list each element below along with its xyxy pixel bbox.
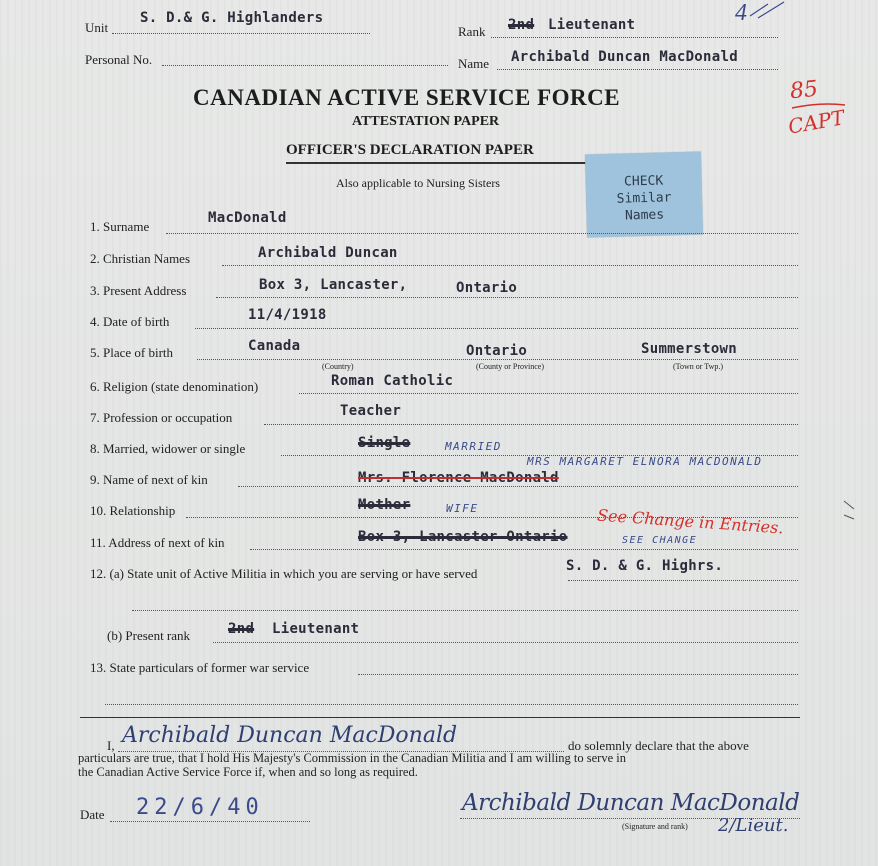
address-label: 3. Present Address (90, 283, 187, 298)
declaration-title: OFFICER'S DECLARATION PAPER (286, 142, 534, 158)
corner-mark: 4 (735, 0, 747, 26)
pob-country-caption: (Country) (322, 362, 354, 371)
sticker-line-1: CHECK (623, 173, 664, 190)
religion-label: 6. Religion (state denomination) (90, 379, 259, 394)
kin-handwritten: MRS MARGARET ELNORA MACDONALD (527, 455, 763, 468)
dob-value: 11/4/1918 (248, 307, 327, 323)
sticker-line-2: Similar (616, 190, 672, 207)
relationship-label: 10. Relationship (90, 503, 176, 518)
pob-label: 5. Place of birth (90, 345, 174, 360)
address-value-1: Box 3, Lancaster, (259, 277, 408, 293)
rank-label: Rank (458, 24, 486, 39)
declaration-text-2: particulars are true, that I hold His Majesty's Commission in the Canadian Militia and I am willing to serve in (78, 751, 626, 765)
declaration-text-1: do solemnly declare that the above (568, 738, 749, 753)
pob-province: Ontario (466, 343, 528, 359)
religion-value: Roman Catholic (331, 373, 454, 389)
present-rank-label: (b) Present rank (107, 628, 191, 643)
main-title: CANADIAN ACTIVE SERVICE FORCE (193, 85, 621, 110)
margin-tick-marks (840, 495, 876, 525)
rank-struck: 2nd (508, 17, 535, 33)
surname-label: 1. Surname (90, 219, 150, 234)
militia-unit-label: 12. (a) State unit of Active Militia in which you are serving or have served (90, 566, 478, 581)
relationship-handwritten: WIFE (446, 502, 479, 515)
kin-label: 9. Name of next of kin (90, 472, 208, 487)
pob-town-caption: (Town or Twp.) (673, 362, 724, 371)
married-struck: Single (358, 435, 411, 451)
name-label: Name (458, 56, 490, 71)
christian-names-label: 2. Christian Names (90, 251, 191, 266)
rank-value: Lieutenant (548, 17, 636, 33)
kin-struck: Mrs. Florence MacDonald (358, 470, 559, 486)
war-service-label: 13. State particulars of former war service (90, 660, 310, 675)
corner-scribble (748, 0, 788, 20)
check-similar-names-sticker (585, 151, 703, 237)
kin-address-red-note: See Change in Entries. (596, 505, 785, 538)
surname-value: MacDonald (208, 210, 287, 226)
signature-caption: (Signature and rank) (622, 822, 688, 831)
signature: Archibald Duncan MacDonald (462, 790, 800, 816)
declaration-underline (286, 162, 592, 164)
kin-address-label: 11. Address of next of kin (90, 535, 225, 550)
name-value: Archibald Duncan MacDonald (511, 49, 738, 65)
section-divider (80, 717, 800, 718)
unit-value: S. D.& G. Highlanders (140, 10, 324, 26)
unit-label: Unit (85, 20, 109, 35)
pob-country: Canada (248, 338, 301, 354)
sub-title: ATTESTATION PAPER (352, 114, 500, 129)
date-value: 22/6/40 (136, 795, 264, 820)
profession-value: Teacher (340, 403, 402, 419)
declaration-prefix: I, (107, 738, 115, 753)
militia-unit-value: S. D. & G. Highrs. (566, 558, 724, 574)
red-underline (790, 100, 850, 112)
present-rank-value: Lieutenant (272, 621, 360, 637)
pob-province-caption: (County or Province) (476, 362, 544, 371)
dob-label: 4. Date of birth (90, 314, 170, 329)
red-note-capt: CAPT (786, 105, 847, 139)
declaration-text-3: the Canadian Active Service Force if, when and so long as required. (78, 765, 418, 779)
kin-address-handwritten: SEE CHANGE (622, 535, 698, 546)
signature-rank: 2/Lieut. (718, 815, 789, 836)
married-handwritten: MARRIED (445, 440, 502, 453)
pob-town: Summerstown (641, 341, 738, 357)
nursing-note: Also applicable to Nursing Sisters (336, 176, 500, 190)
christian-names-value: Archibald Duncan (258, 245, 398, 261)
married-label: 8. Married, widower or single (90, 441, 246, 456)
date-label: Date (80, 807, 105, 822)
sticker-line-3: Names (624, 207, 665, 224)
address-value-2: Ontario (456, 280, 518, 296)
relationship-struck: Mother (358, 497, 411, 513)
present-rank-struck: 2nd (228, 621, 255, 637)
red-note-85: 85 (788, 76, 820, 105)
profession-label: 7. Profession or occupation (90, 410, 233, 425)
kin-address-struck: Box 3, Lancaster Ontario (358, 529, 568, 545)
personal-no-label: Personal No. (85, 52, 153, 67)
declaration-signed-name: Archibald Duncan MacDonald (122, 723, 458, 748)
